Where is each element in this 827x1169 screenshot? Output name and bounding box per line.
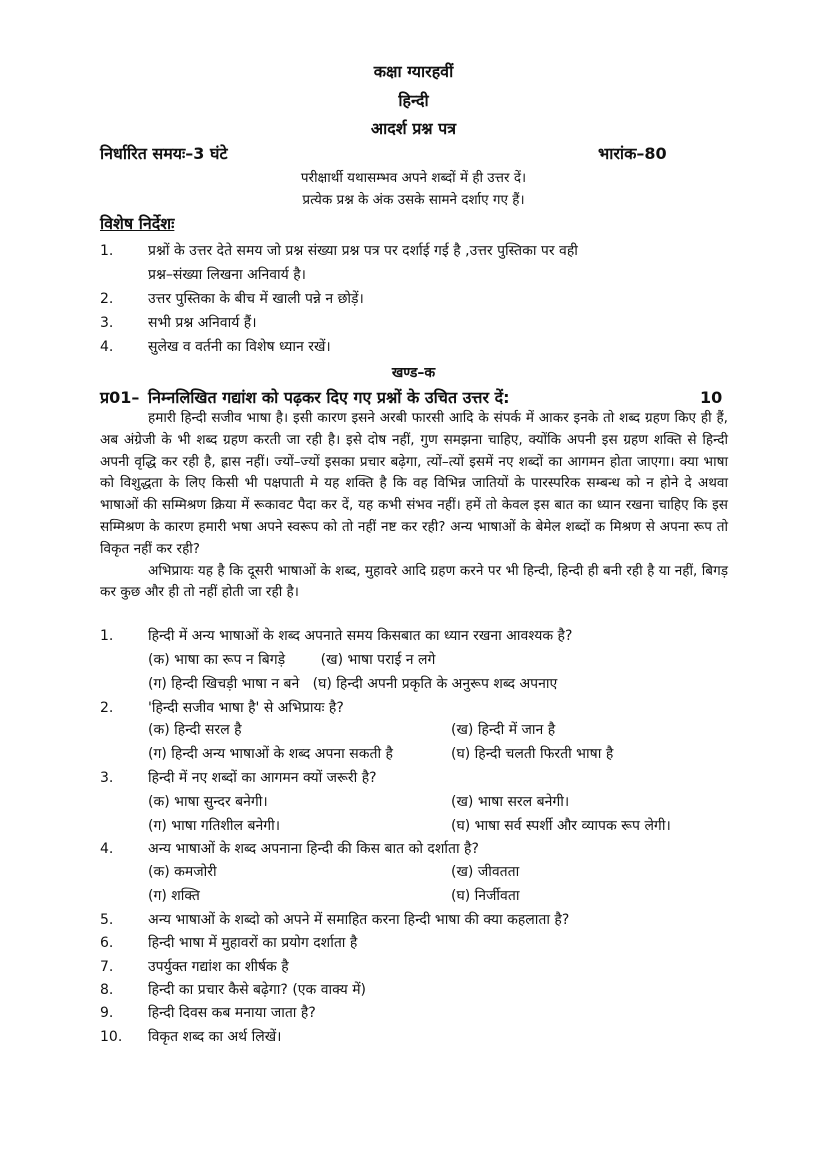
passage-paragraph-2: अभिप्रायः यह है कि दूसरी भाषाओं के शब्द, मुहावरे आदि ग्रहण करने पर भी हिन्दी, हिन्दी ही बनी रही है या नहीं, बिगड़ कर कुछ और ही तो नहीं होती जा रही है। <box>100 562 728 601</box>
sub-question-number: 8. <box>100 982 114 998</box>
instruction-text-cont: प्रश्न–संख्या लिखना अनिवार्य है। <box>148 267 306 283</box>
time-allowed: निर्धारित समयः–3 घंटे <box>100 144 228 163</box>
sub-question-number: 3. <box>100 770 114 786</box>
option-b: (ख) जीवतता <box>451 864 520 880</box>
passage <box>100 408 728 604</box>
sub-question-text: हिन्दी भाषा में मुहावरों का प्रयोग दर्शाता है <box>148 935 358 951</box>
note-line-1: परीक्षार्थी यथासम्भव अपने शब्दों में ही उत्तर दें। <box>300 170 527 186</box>
instruction-text: सुलेख व वर्तनी का विशेष ध्यान रखें। <box>148 339 331 355</box>
option-b: (ख) भाषा सरल बनेगी। <box>451 794 570 810</box>
question-1-number: प्र01– <box>100 388 140 407</box>
option-a: (क) कमजोरी <box>148 864 217 880</box>
subject-heading: हिन्दी <box>398 91 429 110</box>
sub-question-text: अन्य भाषाओं के शब्द अपनाना हिन्दी की किस बात को दर्शाता है? <box>148 841 479 857</box>
sub-question-text: हिन्दी में अन्य भाषाओं के शब्द अपनाते समय किसबात का ध्यान रखना आवश्यक है? <box>148 628 573 644</box>
option-d: (घ) भाषा सर्व स्पर्शी और व्यापक रूप लेगी। <box>451 818 671 834</box>
sub-question-number: 6. <box>100 935 114 951</box>
sub-question-number: 4. <box>100 841 114 857</box>
paper-heading: आदर्श प्रश्न पत्र <box>370 119 457 138</box>
options-row: (क) भाषा का रूप न बिगड़े (ख) भाषा पराई न लगे <box>148 652 436 668</box>
instruction-text: उत्तर पुस्तिका के बीच में खाली पन्ने न छोड़ें। <box>148 291 364 307</box>
instruction-number: 4. <box>100 339 114 355</box>
passage-paragraph-1: हमारी हिन्दी सजीव भाषा है। इसी कारण इसने अरबी फारसी आदि के संपर्क में आकर इनके तो शब्द ग्रहण किए ही हैं, अब अंग्रेजी के भी शब्द ग्रहण करती जा रही है। इसे दोष नहीं, गुण समझना चाहिए, क्योंकि अपनी इस ग्रहण शक्ति से हिन्दी अपनी वृद्धि कर रही है, ह्रास नहीं। ज्यों–ज्यों इसका प्रचार बढ़ेगा, त्यों–त्यों इसमें नए शब्दों का आगमन होता जाएगा। क्या भाषा को विशुद्धता के लिए किसी भी पक्षपाती मे यह शक्ति है कि वह विभिन्न जातियों के पारस्परिक सम्बन्ध को न होने दे अथवा भाषाओं की सम्मिश्रण क्रिया में रूकावट पैदा कर दें, यह कभी संभव नहीं। हमें तो केवल इस बात का ध्यान रखना चाहिए कि इस सम्मिश्रण के कारण हमारी भषा अपने स्वरूप को तो नहीं नष्ट कर रही? अन्य भाषाओं के बेमेल शब्दों क मिश्रण से अपना रूप तो विकृत नहीं कर रही? <box>100 410 728 557</box>
sub-question-text: उपर्युक्त गद्यांश का शीर्षक है <box>148 959 289 975</box>
instructions-title: विशेष निर्देशः <box>100 214 175 233</box>
option-c: (ग) शक्ति <box>148 888 200 904</box>
sub-question-number: 5. <box>100 912 114 928</box>
note-line-2: प्रत्येक प्रश्न के अंक उसके सामने दर्शाए गए हैं। <box>302 192 525 208</box>
sub-question-text: हिन्दी का प्रचार कैसे बढ़ेगा? (एक वाक्य में) <box>148 982 367 998</box>
sub-question-number: 1. <box>100 628 114 644</box>
sub-question-number: 9. <box>100 1005 114 1021</box>
sub-question-text: 'हिन्दी सजीव भाषा है' से अभिप्रायः है? <box>148 700 344 716</box>
options-row: (ग) हिन्दी खिचड़ी भाषा न बने (घ) हिन्दी अपनी प्रकृति के अनुरूप शब्द अपनाए <box>148 676 558 692</box>
option-c: (ग) भाषा गतिशील बनेगी। <box>148 818 281 834</box>
sub-question-text: अन्य भाषाओं के शब्दो को अपने में समाहित करना हिन्दी भाषा की क्या कहलाता है? <box>148 912 570 928</box>
option-c: (ग) हिन्दी अन्य भाषाओं के शब्द अपना सकती है <box>148 746 393 762</box>
instruction-text: सभी प्रश्न अनिवार्य हैं। <box>148 315 257 331</box>
sub-question-text: हिन्दी दिवस कब मनाया जाता है? <box>148 1005 316 1021</box>
instruction-number: 3. <box>100 315 114 331</box>
option-a: (क) हिन्दी सरल है <box>148 722 242 738</box>
instruction-number: 1. <box>100 243 114 259</box>
instruction-number: 2. <box>100 291 114 307</box>
option-a: (क) भाषा सुन्दर बनेगी। <box>148 794 268 810</box>
sub-question-number: 2. <box>100 700 114 716</box>
question-1-marks: 10 <box>700 388 723 407</box>
max-marks: भारांक–80 <box>598 144 667 163</box>
sub-question-text: विकृत शब्द का अर्थ लिखें। <box>148 1029 282 1045</box>
instruction-text: प्रश्नों के उत्तर देते समय जो प्रश्न संख्या प्रश्न पत्र पर दर्शाई गई है ,उत्तर पुस्तिका पर वही <box>148 243 578 259</box>
class-heading: कक्षा ग्यारहवीं <box>373 62 454 81</box>
option-d: (घ) निर्जीवता <box>451 888 520 904</box>
option-b: (ख) हिन्दी में जान है <box>451 722 556 738</box>
question-1-instruction: निम्नलिखित गद्यांश को पढ़कर दिए गए प्रश्नों के उचित उत्तर दें: <box>148 388 510 407</box>
option-d: (घ) हिन्दी चलती फिरती भाषा है <box>451 746 614 762</box>
sub-question-number: 10. <box>100 1029 123 1045</box>
sub-question-number: 7. <box>100 959 114 975</box>
sub-question-text: हिन्दी में नए शब्दों का आगमन क्यों जरूरी है? <box>148 770 377 786</box>
section-title: खण्ड–क <box>391 365 436 381</box>
